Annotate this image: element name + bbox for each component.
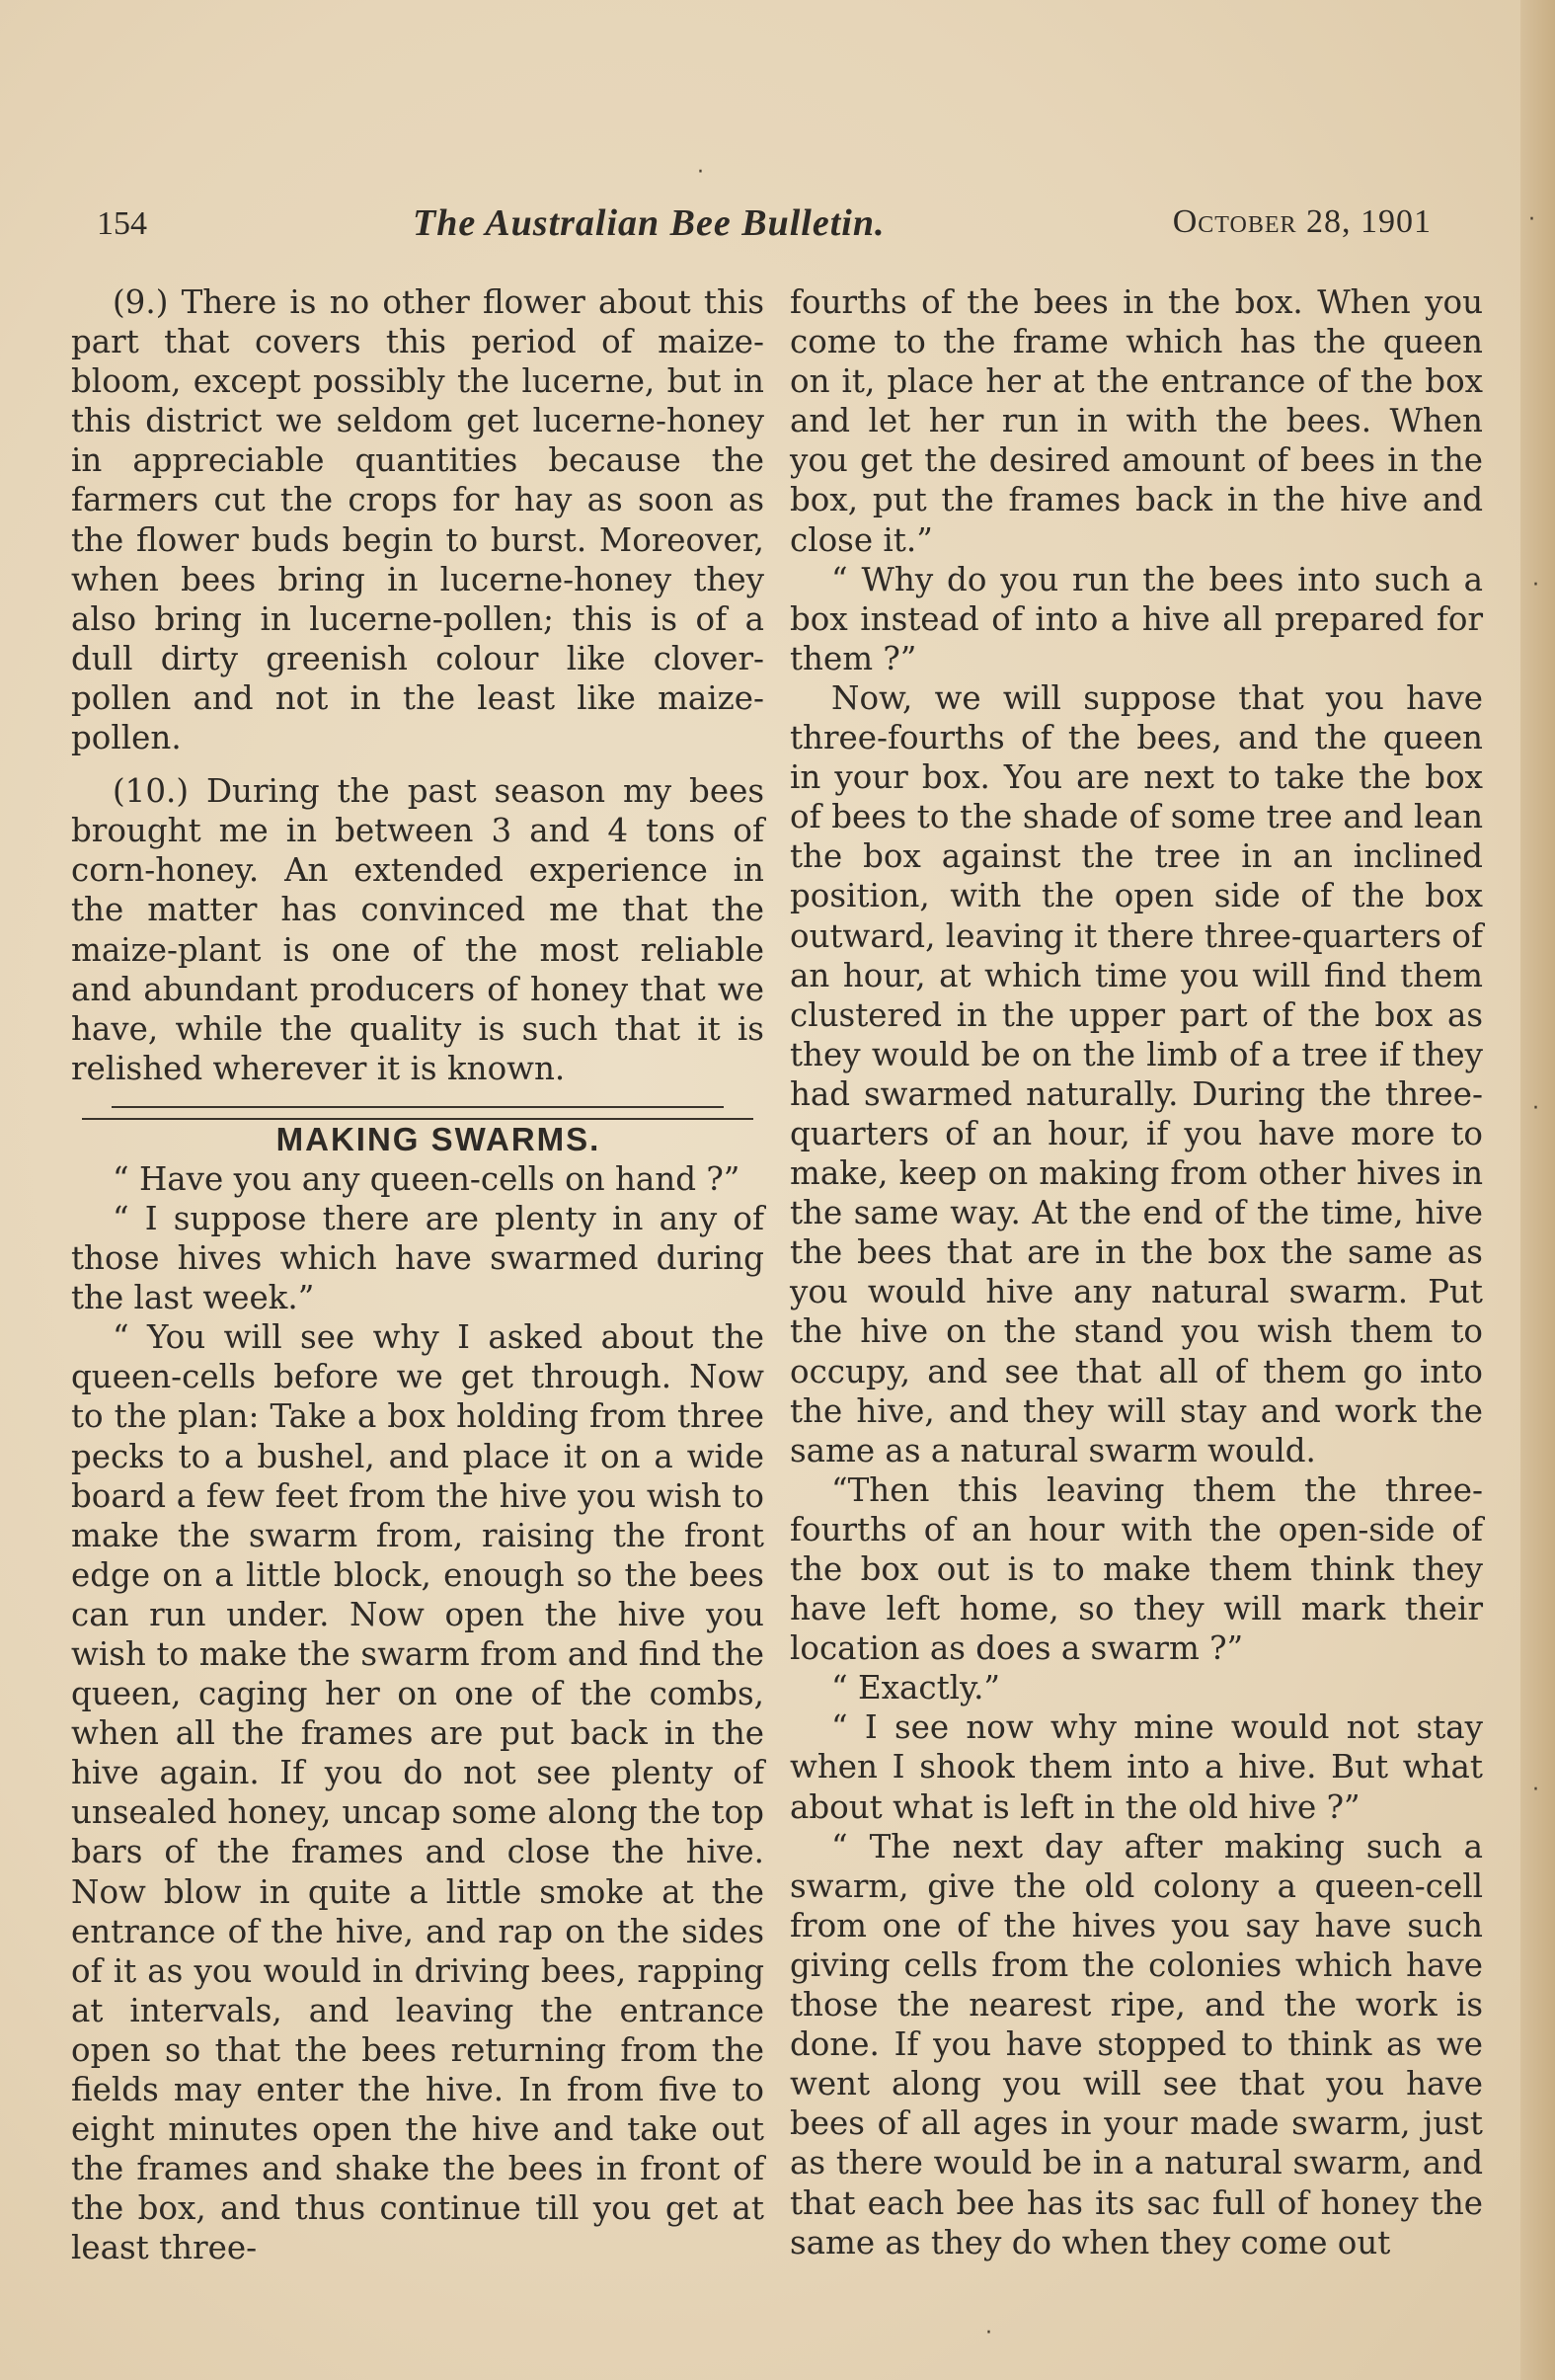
margin-mark: · [1532,573,1539,597]
dialogue-paragraph: “ Exactly.” [831,1669,1001,1707]
right-column [790,282,1483,2262]
dialogue-paragraph: “ Have you any queen-cells on hand ?” [113,1159,740,1198]
margin-mark: · [697,160,704,185]
dialogue-paragraph: “ Why do you run the bees into such a box instead of into a hive all prepared for them ?” [790,560,1483,677]
journal-title: The Australian Bee Bulletin. [413,202,886,244]
margin-mark: · [1532,1778,1539,1802]
continued-paragraph: fourths of the bees in the box. When you come to the frame which has the queen on it, place her at the entrance of the box and let her run in with the bees. When you get the desired amount of bees in the box, put the frames back in the hive and close it.” [790,283,1483,559]
dialogue-paragraph: Now, we will suppose that you have three-fourths of the bees, and the queen in your box. You are next to take the box of bees to the shade of some tree and lean the box against the tree in an inclined position, with the open side of the box outward, leaving it there three-quarters of an hour, at which time you will find them clustered in the upper part of the box as they would be on the limb of a tree if they had swarmed naturally. During the three-quarters of an hour, if you have more to make, keep on making from other hives in the same way. At the end of the time, hive the bees that are in the box the same as you would hive any natural swarm. Put the hive on the stand you wish them to occupy, and see that all of them go into the hive, and they will stay and work the same as a natural swarm would. [790,678,1483,1469]
margin-mark: · [985,2321,992,2345]
paragraph-10: (10.) During the past season my bees brought me in between 3 and 4 tons of corn-honey. An extended experience in the matter has convinced me that the maize-plant is one of the most reliable and abundant producers of honey that we have, while the quality is such that it is relished wherever it is known. [71,772,764,1087]
left-column [71,282,764,2268]
page-number: 154 [97,205,147,242]
dialogue-paragraph: “Then this leaving them the three-fourths of an hour with the open-side of the box out is to make them think they have left home, so they will mark their location as does a swarm ?” [790,1470,1483,1668]
margin-mark: · [1528,207,1535,232]
paragraph-9: (9.) There is no other flower about this part that covers this period of maize-bloom, except possibly the lucerne, but in this district we seldom get lucerne-honey in appreciable quantities because the farmers cut the crops for hay as soon as the flower buds begin to burst. Moreover, when bees bring in lucerne-honey they also bring in lucerne-pollen; this is of a dull dirty greenish colour like clover-pollen and not in the least like maize-pollen. [71,283,764,757]
dialogue-paragraph: “ I see now why mine would not stay when I shook them into a hive. But what about what is left in the old hive ?” [790,1708,1483,1826]
issue-date: October 28, 1901 [1172,203,1432,240]
page-edge-shadow [1520,0,1555,2380]
margin-mark: · [1532,1096,1539,1121]
dialogue-paragraph: “ The next day after making such a swarm, give the old colony a queen-cell from one of the hives you say have such giving cells from the colonies which have those the nearest ripe, and the work is done. If you have stopped to think as we went along you will see that you have bees of all ages in your made swarm, just as there would be in a natural swarm, and that each bee has its sac full of honey the same as they do when they come out [790,1827,1483,2261]
dialogue-paragraph: “ I suppose there are plenty in any of those hives which have swarmed during the last week.” [71,1199,764,1317]
dialogue-paragraph: “ You will see why I asked about the queen-cells before we get through. Now to the plan: Take a box holding from three pecks to a bushel, and place it on a wide board a few feet from the hive you wish to make the swarm from, raising the front edge on a little block, enough so the bees can run under. Now open the hive you wish to make the swarm from and find the queen, caging her on one of the combs, when all the frames are put back in the hive again. If you do not see plenty of unsealed honey, uncap some along the top bars of the frames and close the hive. Now blow in quite a little smoke at the entrance of the hive, and rap on the sides of it as you would in driving bees, rapping at intervals, and leaving the entrance open so that the bees returning from the fields may enter the hive. In from five to eight minutes open the hive and take out the frames and shake the bees in front of the box, and thus continue till you get at least three- [71,1318,764,2267]
section-divider-short [112,1106,724,1108]
running-header [97,198,1432,257]
section-heading: MAKING SWARMS. [275,1120,601,1157]
